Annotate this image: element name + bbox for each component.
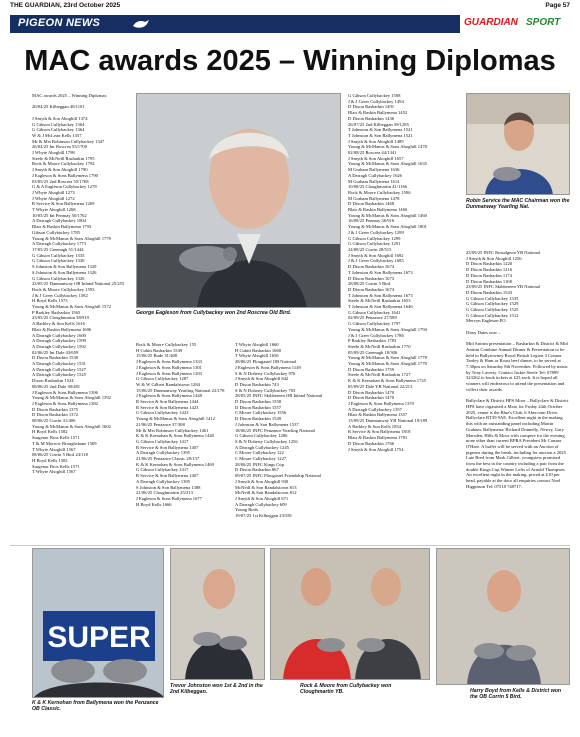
photo-rock-moore xyxy=(270,548,430,680)
column-divider xyxy=(10,545,570,546)
publication-date: THE GUARDIAN, 23rd October 2025 xyxy=(10,2,121,9)
section-title: PIGEON NEWS xyxy=(18,17,101,29)
section-banner xyxy=(10,15,570,33)
portrait-illustration xyxy=(137,94,341,308)
caption-harry-boyd: Harry Boyd from Kells & District won the OB Corrin 5 Bird. xyxy=(470,688,562,701)
page-number: Page 57 xyxy=(545,2,570,9)
photo-kernohan xyxy=(32,548,164,698)
photo-harry-boyd xyxy=(436,548,570,685)
results-column-5: 23/09/25 INFC Rosudgeon YB National J Smyth & Son Ahoghill 1256 D Dixon Rasharkin 1220 D Dixon Rasharkin 1216 D Dixon Rasharkin 1174 D Dixon Rasharkin 1168 23/09/25 INFC Skibbereen YB National D Dixon Rasharkin 1543 G Gibson Cullybackey 1535 G Gibson Cullybackey 1529 G Gibson Cullybackey 1525 G Gibson Cullybackey 1512 Mervyn Eagleson PO. Diary Dates now – Mid Antrim presentation – Rasharkin & District & Mid Antrim Combine Annual Dinner & Presentation to be held in Ballyrowney Royal British Legion 3 Connor Tardey & Ham or Roast beef dinner, to be served at 7.30pm on Saturday 8th November. Followed by music by Tony Laverty. Contact Jackie Steele Tel: 07899 323262 to book tickets at £25 each. It is hoped all winners will endeavour to attend the presentation and collect their awards. Ballyclare & District HPS Moor – Ballyclare & District HPS have organised a Moot for Friday 24th October 2025, venue is the Blue's Club, 6 Aberconn Drive, Ballyclare BT39 9AE. Excellent night in the making this with an outstanding panel including Martin Graham, Ballymena; Richard Donnelly, Newry, Gary Marsden, Hills & Moor with compere for the evening none other than current RPRA President Mr Connor O'Hare. A buffet will be served with an Auction of pigeons during the break, including for auction a 2025 Late Bred from Mark Gilbert, youngsters promised from the best in the country including a pair from the double Kings Cup Winner Lofts of Arnold Thompson. An excellent night in the making, priced at £10 per head, payable at the door all enquiries contact Noel Higginson Tel: 07518 748717. xyxy=(466,250,569,489)
headline: MAC awards 2025 – Winning Diplomas xyxy=(24,45,556,77)
brand-sport: SPORT xyxy=(526,17,561,28)
results-column-3: T Whyte Ahoghill 1660 H Cubitt Rasharkin 1660 T Whyte Ahoghill 1656 28/06/25 Plougastel OB National J Eagleson & Sons Ballymena 1149 S & N Doherty Cullybackey 976 J Smyth & Son Ahoghill 842 D Dixon Rasharkin 743 S & N Doherty Cullybackey 703 28/05/25 INFC Skibbereen OB Inland National D Dixon Rasharkin 1558 D Dixon Rasharkin 1557 C Moore Cullybackey 1556 D Dixon Rasharkin 1549 J Johnston & Son Ballymena 1537 18/06/25 INFC Penzance Yearling National G Gibson Cullybackey 1286 S & N Doherty Cullybackey 1256 A Darragh Cullybackey 1245 C Moore Cullybackey 122 C Moore Cullybackey 1227 28/06/25 INFC Kings Cup D Dixon Rasharkin 867 09/07/25 INFC Plougastel Friendship National J Smyth & Son Ahoghill 930 McNeill & Son Randalstown 813 McNeill & Son Randalstown 812 J Smyth & Son Ahoghill 671 A Darragh Cullybackey 609 Young Birds 19/07/25 1st Kilbeggan 23/581 xyxy=(235,342,323,519)
guardian-sport-logo xyxy=(460,15,570,33)
portrait-illustration xyxy=(33,549,164,698)
caption-robin-service: Robin Service the MAC Chairman won the Dunmanway Yearling Nat. xyxy=(466,198,570,211)
portrait-illustration xyxy=(171,549,265,680)
results-column-2: Rock & Moore Cullybackey 155 H Cubitt Rasharkin 1549 15/06/25 Bude 31/408 J Eagleson & Sons Ballymena 1333 J Eagleson & Sons Ballymena 1301 J Eagleson & Sons Ballymena 1293 G Gibson Cullybackey 1287 W & W Gilbert Randalstown 1284 15/06/25 Dunmanway Yearling National 22/178 J Eagleson & Sons Ballymena 1448 R Service & Son Ballymena 1444 R Service & Son Ballymena 1423 G Gibson Cullybackey 1423 Young & McManus & Sons Ahoghill 1412 21/06/25 Penzance 37/308 Mr & Mrs Robinson Cullybackey 1461 K & K Kernohan & Sons Ballymena 1440 G Gibson Cullybackey 1417 R Service & Son Ballymena 1407 A Darragh Cullybackey 1395 21/06/25 Penzance Classic 20/137 K & K Kernohan & Sons Ballymena 1469 G Gibson Cullybackey 1417 R Service & Son Ballymena 1407 A Darragh Cullybackey 1395 S Johnston & Son Ballymena 1388 21/06/25 Cloughmartin 25/213 J Eagleson & Sons Ballymena 1677 H Boyd Kells 1666 xyxy=(136,342,225,507)
pigeon-icon xyxy=(132,18,150,30)
results-column-4: G Gibson Cullybackey 1508 J & J Greer Cullybackey 1494 D Dixon Rasharkin 1491 Blair & Raskin Ballymena 1452 D Dixon Rasharkin 1436 26/07/25 2nd Kilbeggan 39/1285 T Johnston & Son Ballymena 1521 T Johnston & Son Ballymena 1521 J Smyth & Son Ahoghill 1489 Young & McManus & Sons Ahoghill 1478 02/08/25 Roscrea 44/1341 J Smyth & Son Ahoghill 1657 Young & McManus & Sons Ahoghill 1635 M Graham Ballymena 1636 A Darragh Cullybackey 1626 M Graham Ballymena 1614 10/08/25 Cloughmartin 41/1166 Rock & Moore Cullybackey 1506 M Graham Ballymena 1478 D Dixon Rasharkin 1468 Blair & Raskin Ballymena 1460 Young & McManus & Sons Ahoghill 1460 16/08/25 Penmay 36/916 Young & McManus & Sons Ahoghill 1801 J & J Greer Cullybackey 1299 G Gibson Cullybackey 1299 G Gibson Cullybackey 1291 24/08/25 Corrin 28/515 J Smyth & Son Ahoghill 1692 J & J Greer Cullybackey 1685 D Dixon Rasharkin 1674 T Johnston & Son Ballymena 1673 D Dixon Rasharkin 1673 28/08/25 Corrin 5 Bird D Dixon Rasharkin 1674 T Johnston & Son Ballymena 1673 Steele & McNeill Rasharkin 1653 T Johnston & Son Ballymena 1646 G Gibson Cullybackey 1641 02/09/25 Penzance 27/589 G Gibson Cullybackey 1797 Young & McManus & Sons Ahoghill 1794 J & J Greer Cullybackey 1786 P Barkley Rasharkin 1783 Steele & McNeill Rasharkin 1770 05/09/25 Greenagh 18/306 Young & McManus & Sons Ahoghill 1778 Young & McManus & Sons Ahoghill 1770 D Dixon Rasharkin 1759 Steele & McNeill Rasharkin 1727 K & K Kernohan & Sons Ballymena 1725 05/09/25 Dale YB National 22/213 D Dixon Rasharkin 1470 D Dixon Rasharkin 1470 J Eagleson & Sons Ballymena 1370 A Darragh Cullybackey 1357 Blair & Raskin Ballymena 1357 13/09/25 Dunmanway YB National 19/189 A Barkley & Son Kells 1834 R Service & Son Ballymena 1818 Blair & Raskin Ballymena 1781 D Dixon Rasharkin 1766 J Smyth & Son Ahoghill 1754 xyxy=(348,93,428,452)
results-column-1: MAC awards 2025 – Winning Diplomas 20/04/25 Kilbeggan 40/1101 J Smyth & Son Ahoghill 1374 G Gibson Cullybackey 1364 G Gibson Cullybackey 1364 W & J McLean Kells 1357 Mr & Mrs Robinson Cullybackey 1347 26/04/25 Inr Roscrea 55/1700 J Whyte Ahoghill 1798 Steele & McNeill Rasharkin 1795 Rock & Moore Cullybackey 1794 J Smyth & Son Ahoghill 1790 J Eagleson & Sons Ballymena 1790 03/05/25 2nd Roscrea 55/1768 G & A Eagleson Cullybackey 1278 J Whyte Ahoghill 1273 J Whyte Ahoghill 1272 R Service & Son Ballymena 1269 T Whyte Ahoghill 1268 10/05/25 Int Penmay 50/1762 A Darragh Cullybackey 1804 Blair & Raskin Ballymena 1793 Gibson Cullybackey 1785 Young & McManus & Sons Ahoghill 1779 A Darragh Cullybackey 1773 17/05/25 Greenagh 51/1444 G Gibson Cullybackey 1335 G Gibson Cullybackey 1330 S Johnston & Son Ballymena 1329 S Johnston & Son Ballymena 1326 G Gibson Cullybackey 1326 23/05/25 Dunmanway OB Inland National 25/255 Rock & Moore Cullybackey 1593 J & J Greer Cullybackey 1582 H Boyd Kells 1573 Young & McManus & Sons Ahoghill 1572 P Barkley Rasharkin 1565 23/05/25 Cloughmartin 38/919 A Barkley & Son Kells 1616 Blair & Raskin Ballymena 1606 A Darragh Cullybackey 1600 A Darragh Cullybackey 1599 A Darragh Cullybackey 1592 02/06/25 Int Dale 43/659 D Dixon Rasharkin 1530 A Darragh Cullybackey 1531 A Darragh Cullybackey 1527 A Darragh Cullybackey 1525 Dixon Rasharkin 1524 08/06/25 2nd Dale 38/481 J Eagleson & Sons Ballymena 1396 Young & McManus & Sons Ahoghill 1392 J Eagleson & Sons Ballymena 1382 D Dixon Rasharkin 1375 D Dixon Rasharkin 1372 08/06/25 Corrin 31/406 Young & McManus & Sons Ahoghill 1602 H Boyd Kells 1582 Surgenor Bros Kells 1571 T & M Morrow Broughshane 1569 T Whyte Ahoghill 1567 08/06/25 Corrin 5 Bird 24/118 H Boyd Kells 1582 Surgenor Bros Kells 1571 T Whyte Ahoghill 1567 xyxy=(32,93,125,475)
brand-guardian: GUARDIAN xyxy=(464,17,518,28)
photo-trevor-johnston xyxy=(170,548,265,680)
photo-george-eagleson xyxy=(136,93,341,308)
portrait-illustration xyxy=(271,549,430,680)
page-top-line xyxy=(10,2,570,14)
caption-george-eagleson: George Eagleson from Cullybackey won 2nd Roscrea Old Bird. xyxy=(136,310,292,316)
caption-rock-moore: Rock & Moore from Cullybackey won Cloughmartin YB. xyxy=(300,683,392,696)
super-sign-text: SUPER xyxy=(47,621,151,654)
photo-robin-service xyxy=(466,93,570,195)
caption-kernohan: K & K Kernohan from Ballymena won the Penzance OB Classic. xyxy=(32,700,159,713)
portrait-illustration xyxy=(467,94,570,195)
portrait-illustration xyxy=(437,549,570,685)
caption-trevor-johnston: Trevor Johnston won 1st & 2nd in the 2nd Kilbeggan. xyxy=(170,683,263,696)
